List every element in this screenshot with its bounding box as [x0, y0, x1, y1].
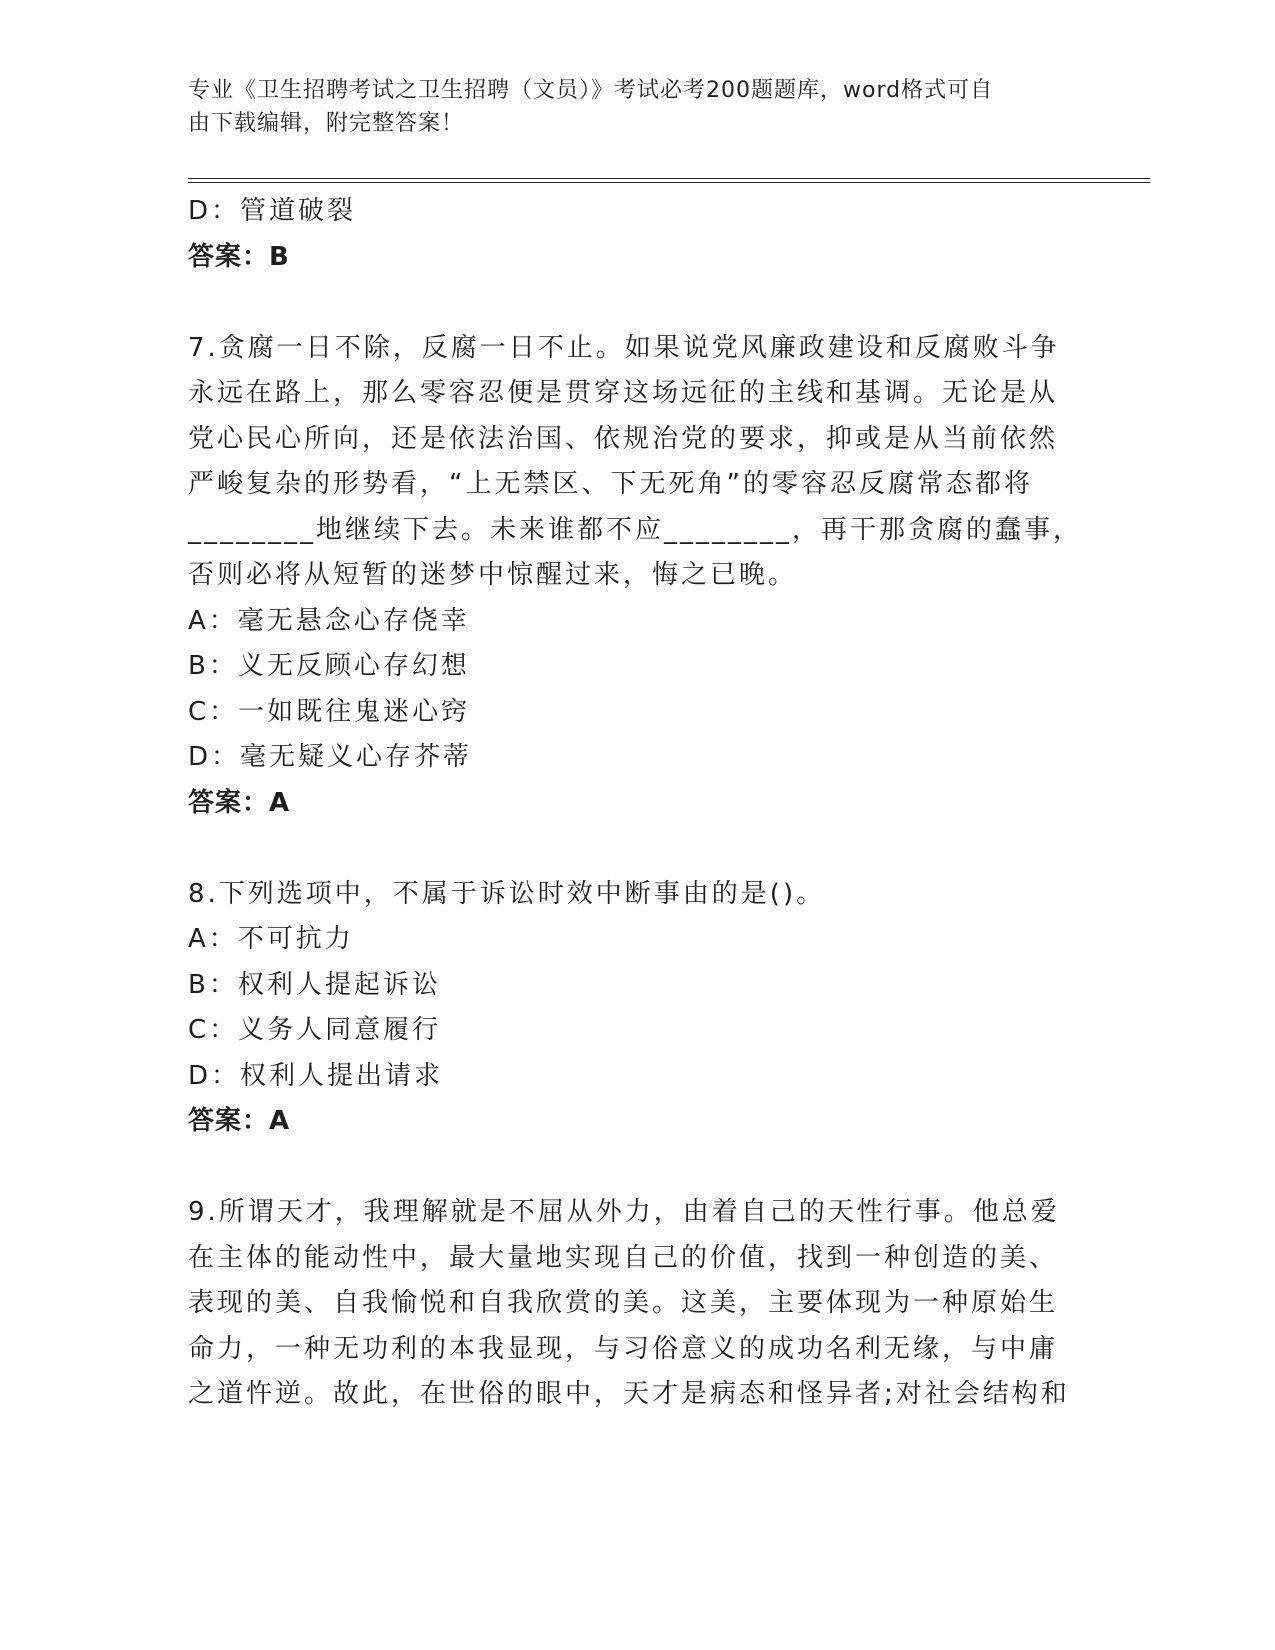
option-d: D：权利人提出请求 — [188, 1060, 444, 1091]
header-divider-top — [188, 178, 1150, 179]
question-text-line: 命力，一种无功利的本我显现，与习俗意义的成功名利无缘，与中庸 — [188, 1333, 1059, 1364]
question-text-line: 8.下列选项中，不属于诉讼时效中断事由的是()。 — [188, 878, 826, 909]
spacer — [188, 1145, 1088, 1191]
answer: 答案：A — [188, 787, 291, 818]
question-text-line: 在主体的能动性中，最大量地实现自己的价值，找到一种创造的美、 — [188, 1242, 1059, 1273]
option-c: C：义务人同意履行 — [188, 1015, 442, 1045]
spacer — [188, 280, 1088, 326]
option-a: A：不可抗力 — [188, 924, 354, 954]
question-text-line: 严峻复杂的形势看，“上无禁区、下无死角”的零容忍反腐常态都将 — [188, 469, 1033, 499]
question-text-line: 之道忤逆。故此，在世俗的眼中，天才是病态和怪异者;对社会结构和 — [188, 1379, 1070, 1409]
question-8 — [188, 872, 1088, 1145]
option-b: B：义无反顾心存幻想 — [188, 651, 470, 681]
prev-option-d: D：管道破裂 — [188, 196, 357, 226]
option-b: B：权利人提起诉讼 — [188, 969, 441, 1000]
page-header — [188, 74, 1068, 140]
header-title-line-1: 专业《卫生招聘考试之卫生招聘（文员）》考试必考200题题库，word格式可自 — [188, 78, 994, 103]
option-c: C：一如既往鬼迷心窍 — [188, 696, 471, 727]
question-text-line: 党心民心所向，还是依法治国、依规治党的要求，抑或是从当前依然 — [188, 423, 1059, 454]
question-text-line: 7.贪腐一日不除，反腐一日不止。如果说党风廉政建设和反腐败斗争 — [188, 332, 1060, 363]
question-text-line: 表现的美、自我愉悦和自我欣赏的美。这美，主要体现为一种原始生 — [188, 1288, 1059, 1318]
header-divider-bottom — [188, 182, 1150, 183]
prev-answer: 答案：B — [188, 241, 290, 272]
question-7 — [188, 326, 1088, 827]
answer: 答案：A — [188, 1106, 291, 1136]
question-text-line: ________地继续下去。未来谁都不应________，再干那贪腐的蠢事， — [188, 514, 1083, 545]
question-text-line: 否则必将从短暂的迷梦中惊醒过来，悔之已晚。 — [188, 560, 798, 590]
option-d: D：毫无疑义心存芥蒂 — [188, 742, 473, 772]
question-text-line: 永远在路上，那么零容忍便是贯穿这场远征的主线和基调。无论是从 — [188, 378, 1059, 408]
option-a: A：毫无悬念心存侥幸 — [188, 605, 470, 636]
document-body — [188, 189, 1088, 1418]
header-title-line-2: 由下载编辑，附完整答案！ — [188, 111, 465, 136]
question-9 — [188, 1190, 1088, 1418]
spacer — [188, 826, 1088, 872]
question-text-line: 9.所谓天才，我理解就是不屈从外力，由着自己的天性行事。他总爱 — [188, 1197, 1060, 1227]
